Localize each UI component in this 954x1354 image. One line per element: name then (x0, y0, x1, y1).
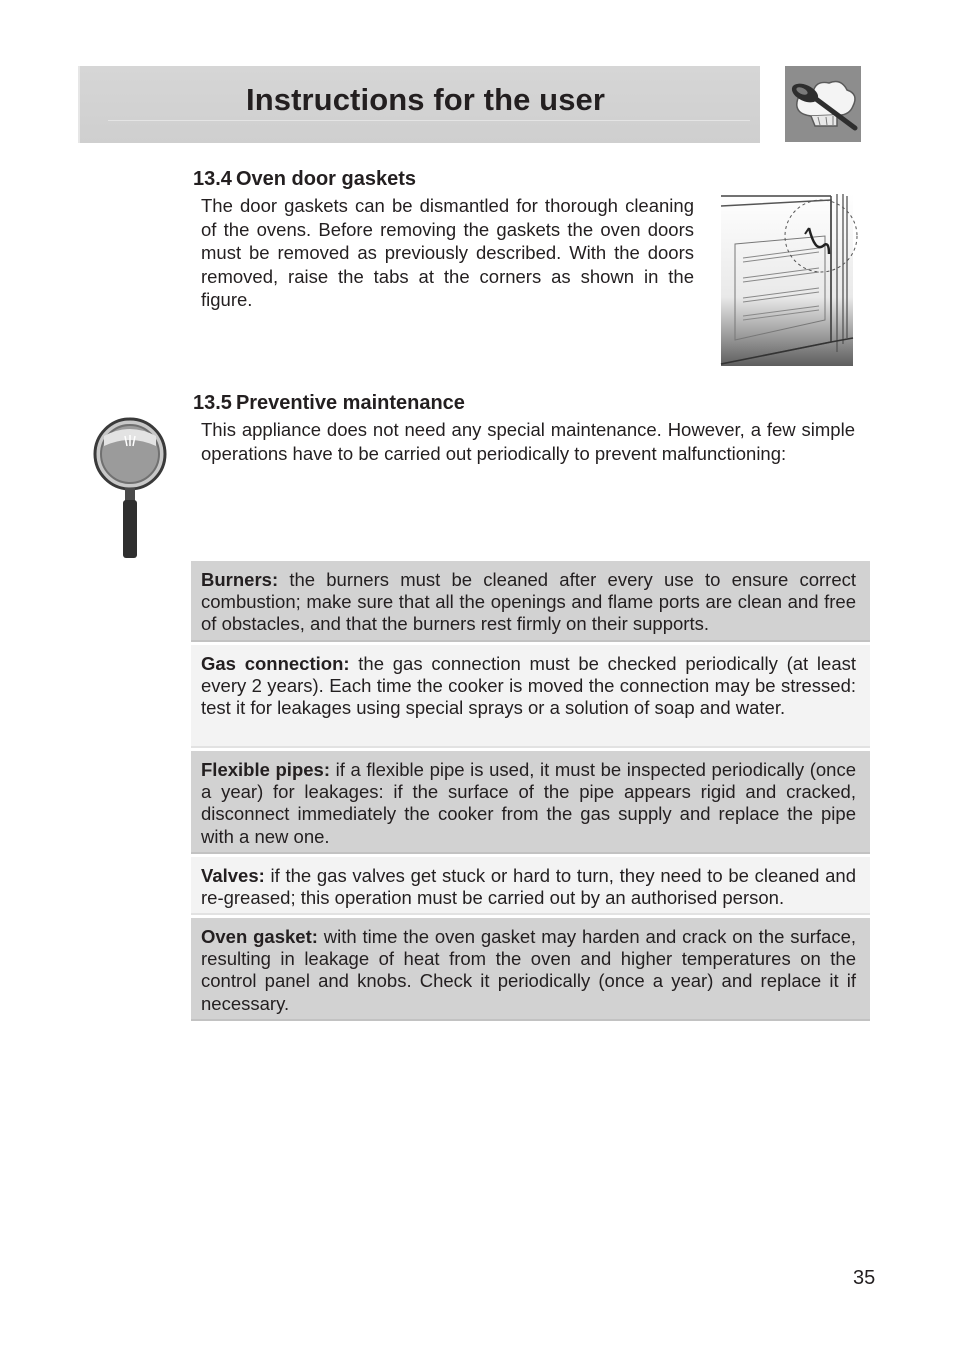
item-text: the burners must be cleaned after every use to ensure correct combustion; make sure that all the openings and flame ports are clean and free of obstacles, and that the burners rest firmly on their supports. (201, 569, 856, 635)
maintenance-item-burners (191, 561, 870, 642)
maintenance-item-flexible-pipes (191, 751, 870, 854)
maintenance-item-gas-connection (191, 645, 870, 748)
magnifying-glass-icon (92, 414, 168, 560)
spoon-and-chef-hat-icon (785, 66, 861, 142)
section-number: 13.4 (193, 168, 232, 190)
oven-door-gaskets-text: The door gaskets can be dismantled for thorough cleaning of the ovens. Before removing the gaskets the oven doors must be removed as previously described. With the doors removed, raise the tabs at the corners as shown in the figure. (201, 195, 694, 311)
item-term: Burners: (201, 569, 279, 590)
oven-door-gasket-figure (719, 192, 859, 368)
maintenance-item-oven-gasket (191, 918, 870, 1021)
maintenance-item-valves (191, 857, 870, 915)
item-term: Flexible pipes: (201, 759, 330, 780)
item-text: the gas connection must be checked periodically (at least every 2 years). Each time the cooker is moved the connection may be stressed: test it for leakages using special sprays or a solution of soap and water. (201, 653, 857, 719)
section-heading-oven-door-gaskets (193, 168, 416, 191)
section-number: 13.5 (193, 392, 232, 414)
item-text: with time the oven gasket may harden and crack on the surface, resulting in leakage of heat from the oven and higher temperatures on the control panel and knobs. Check it periodically (once a year) and replace it if necessary. (201, 926, 857, 1014)
section-heading-preventive-maintenance (193, 392, 465, 415)
section-title: Oven door gaskets (235, 168, 416, 190)
item-text: if a flexible pipe is used, it must be inspected periodically (once a year) for leakages: if the surface of the pipe appears rigid and cracked, disconnect immediately the cooker from the gas supply and replace the pipe with a new one. (201, 759, 856, 847)
item-term: Gas connection: (201, 653, 350, 674)
item-term: Valves: (201, 865, 265, 886)
section-title: Preventive maintenance (235, 392, 465, 414)
preventive-maintenance-text: This appliance does not need any special maintenance. However, a few simple operations have to be carried out periodically to prevent malfunctioning: (201, 419, 855, 464)
item-term: Oven gasket: (201, 926, 318, 947)
item-text: if the gas valves get stuck or hard to turn, they need to be cleaned and re-greased; this operation must be carried out by an authorised person. (201, 865, 857, 909)
page-number: 35 (853, 1267, 876, 1289)
header-band (78, 66, 760, 143)
page-title: Instructions for the user (246, 82, 606, 117)
header-sheen (108, 120, 750, 121)
